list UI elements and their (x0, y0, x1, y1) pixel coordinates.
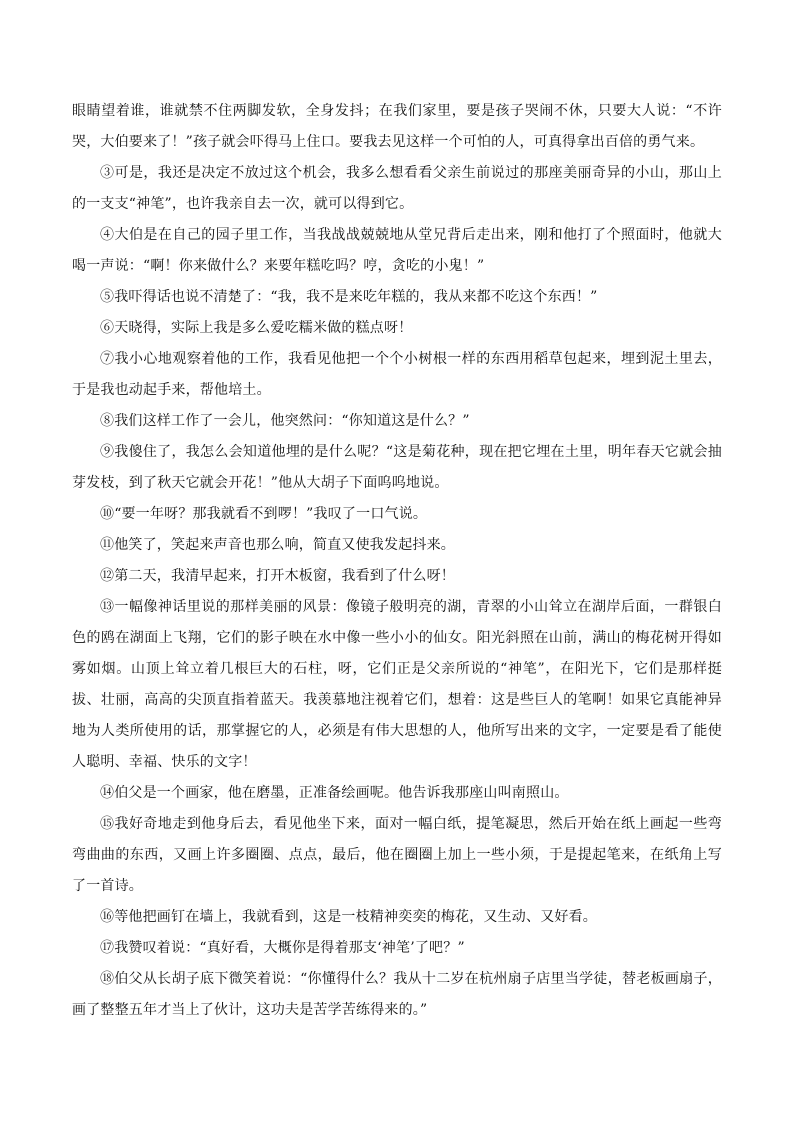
paragraph-8: ⑧我们这样工作了一会儿，他突然问：“你知道这是什么？” (100, 413, 470, 429)
paragraph-9: ⑨我傻住了，我怎么会知道他埋的是什么呢？“这是菊花种，现在把它埋在土里，明年春天它就会抽芽发枝，到了秋天它就会开花！”他从大胡子下面呜呜地说。 (72, 444, 722, 491)
paragraph-14: ⑭伯父是一个画家，他在磨墨，正准备绘画呢。他告诉我那座山叫南照山。 (100, 785, 569, 801)
paragraph-11: ⑪他笑了，笑起来声音也那么响，简直又使我发起抖来。 (100, 537, 455, 553)
document-body (72, 96, 722, 1026)
paragraph-continuation: 眼睛望着谁，谁就禁不住两脚发软，全身发抖；在我们家里，要是孩子哭闹不休，只要大人说：“不许哭，大伯要来了！”孩子就会吓得马上住口。要我去见这样一个可怕的人，可真得拿出百倍的勇气来。 (72, 103, 722, 150)
paragraph-5: ⑤我吓得话也说不清楚了：“我，我不是来吃年糕的，我从来都不吃这个东西！” (100, 289, 598, 305)
paragraph-13: ⑬一幅像神话里说的那样美丽的风景：像镜子般明亮的湖，青翠的小山耸立在湖岸后面，一群银白色的鸥在湖面上飞翔，它们的影子映在水中像一些小小的仙女。阳光斜照在山前，满山的梅花树开得如雾如烟。山顶上耸立着几根巨大的石柱，呀，它们正是父亲所说的“神笔”，在阳光下，它们是那样挺拔、壮丽，高高的尖顶直指着蓝天。我羡慕地注视着它们，想着：这是些巨人的笔啊！如果它真能神异地为人类所使用的话，那掌握它的人，必须是有伟大思想的人，他所写出来的文字，一定要是看了能使人聪明、幸福、快乐的文字！ (72, 599, 722, 770)
paragraph-17: ⑰我赞叹着说：“真好看，大概你是得着那支‘神笔’了吧？” (100, 940, 465, 956)
paragraph-6: ⑥天晓得，实际上我是多么爱吃糯米做的糕点呀！ (100, 320, 413, 336)
paragraph-12: ⑫第二天，我清早起来，打开木板窗，我看到了什么呀！ (100, 568, 455, 584)
paragraph-3: ③可是，我还是决定不放过这个机会，我多么想看看父亲生前说过的那座美丽奇异的小山，那山上的一支支“神笔”，也许我亲自去一次，就可以得到它。 (72, 165, 722, 212)
paragraph-15: ⑮我好奇地走到他身后去，看见他坐下来，面对一幅白纸，提笔凝思，然后开始在纸上画起一些弯弯曲曲的东西，又画上许多圈圈、点点，最后，他在圈圈上加上一些小须，于是提起笔来，在纸角上写了一首诗。 (72, 816, 722, 894)
paragraph-4: ④大伯是在自己的园子里工作，当我战战兢兢地从堂兄背后走出来，刚和他打了个照面时，他就大喝一声说：“啊！你来做什么？来要年糕吃吗？哼，贪吃的小鬼！” (72, 227, 722, 274)
paragraph-18: ⑱伯父从长胡子底下微笑着说：“你懂得什么？我从十二岁在杭州扇子店里当学徒，替老板画扇子，画了整整五年才当上了伙计，这功夫是苦学苦练得来的。” (72, 971, 722, 1018)
paragraph-7: ⑦我小心地观察着他的工作，我看见他把一个个小树根一样的东西用稻草包起来，埋到泥土里去，于是我也动起手来，帮他培土。 (72, 351, 722, 398)
paragraph-16: ⑯等他把画钉在墙上，我就看到，这是一枝精神奕奕的梅花，又生动、又好看。 (100, 909, 597, 925)
paragraph-10: ⑩“要一年呀？那我就看不到啰！”我叹了一口气说。 (100, 506, 428, 522)
